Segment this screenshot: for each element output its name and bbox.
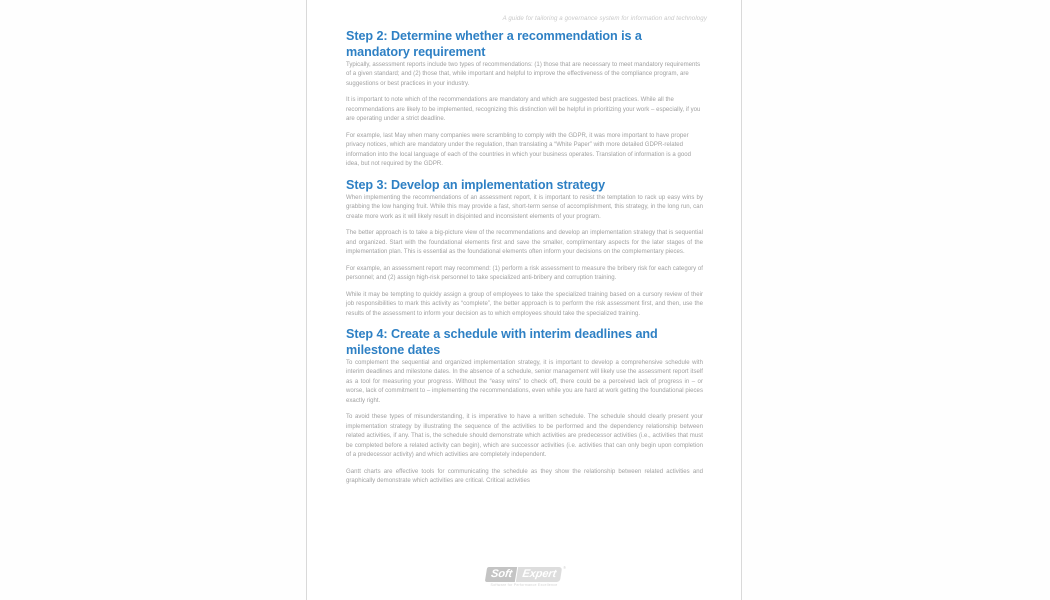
paragraph: For example, an assessment report may recommend: (1) perform a risk assessment to measure the bribery risk for each category of personnel; and (2) assign high-risk personnel to take specialized anti-bribery and corruption training. bbox=[346, 265, 703, 282]
document-page bbox=[307, 0, 741, 600]
paragraph: It is important to note which of the recommendations are mandatory and which are suggested best practices. While all the recommendations are likely to be implemented, recognizing this distinction will be helpful in prioritizing your work – especially, if you are operating under a strict deadline. bbox=[346, 97, 701, 123]
heading-step-4: Step 4: Create a schedule with interim deadlines and milestone dates bbox=[346, 327, 658, 357]
paragraph: For example, last May when many companies were scrambling to comply with the GDPR, it was more important to have proper privacy notices, which are mandatory under the regulation, than translating a “White Paper” with more detailed GDPR-related information into the local language of each of the countries in which your business operates. Translation of information is a good idea, but not required by the GDPR. bbox=[346, 132, 691, 168]
section-step-3 bbox=[346, 178, 703, 319]
paragraph: To complement the sequential and organized implementation strategy, it is important to develop a comprehensive schedule with interim deadlines and milestone dates. In the absence of a schedule, senior management will likely use the assessment report itself as a tool for measuring your progress. Without the “easy wins” to check off, there could be a perceived lack of progress in – or worse, lack of commitment to – implementing the recommendations, even while you are hard at work getting the foundational pieces exactly right. bbox=[346, 360, 703, 404]
heading-step-2: Step 2: Determine whether a recommendation is a mandatory requirement bbox=[346, 29, 642, 59]
registered-trademark-icon: ® bbox=[563, 565, 567, 571]
softexpert-logo-icon bbox=[485, 565, 567, 582]
heading-step-3: Step 3: Develop an implementation strategy bbox=[346, 177, 606, 192]
paragraph: While it may be tempting to quickly assign a group of employees to take the specialized training based on a cursory review of their job responsibilities to mark this activity as “complete”, the better approach is to perform the risk assessment first, and then, use the results of the assessment to inform your decision as to which employees should take the specialized training. bbox=[346, 291, 703, 317]
logo-expert-text: Expert bbox=[517, 567, 563, 582]
page-right-divider bbox=[741, 0, 742, 600]
section-step-4 bbox=[346, 327, 703, 486]
paragraph: Typically, assessment reports include two types of recommendations: (1) those that are necessary to meet mandatory requirements of a given standard; and (2) those that, while important and helpful to improve the effectiveness of the compliance program, are suggestions or best practices in your industry. bbox=[346, 62, 701, 87]
page-text-column bbox=[346, 29, 703, 486]
paragraph: The better approach is to take a big-picture view of the recommendations and develop an implementation strategy that is sequential and organized. Start with the foundational elements first and save the smaller, complimentary aspects for the later stages of the implementation plan. This is essential as the foundational elements often inform your decisions on the complementary pieces. bbox=[346, 230, 703, 256]
logo-soft-text: Soft bbox=[485, 567, 517, 582]
footer-logo bbox=[307, 567, 741, 588]
paragraph: Gantt charts are effective tools for communicating the schedule as they show the relationship between related activities and graphically demonstrate which activities are critical. Critical activities bbox=[346, 468, 703, 484]
paragraph: To avoid these types of misunderstanding, it is imperative to have a written schedule. The schedule should clearly present your implementation strategy by illustrating the sequence of the activities to be performed and the dependency relationship between related activities, if any. That is, the schedule should demonstrate which activities are predecessor activities (i.e., activities that must be completed before a related activity can begin), which are successor activities (i.e. activities that can only begin upon completion of a predecessor activity) and which activities are completely independent. bbox=[346, 414, 703, 459]
logo-tagline: Software for Performance Excellence bbox=[490, 583, 558, 588]
running-header: A guide for tailoring a governance system for information and technology bbox=[502, 15, 707, 22]
section-step-2 bbox=[346, 29, 703, 170]
paragraph: When implementing the recommendations of an assessment report, it is important to resist the temptation to rack up easy wins by grabbing the low hanging fruit. While this may provide a fast, short-term sense of accomplishment, this strategy, in the long run, can create more work as it will likely result in disjointed and inconsistent elements of your program. bbox=[346, 195, 703, 220]
